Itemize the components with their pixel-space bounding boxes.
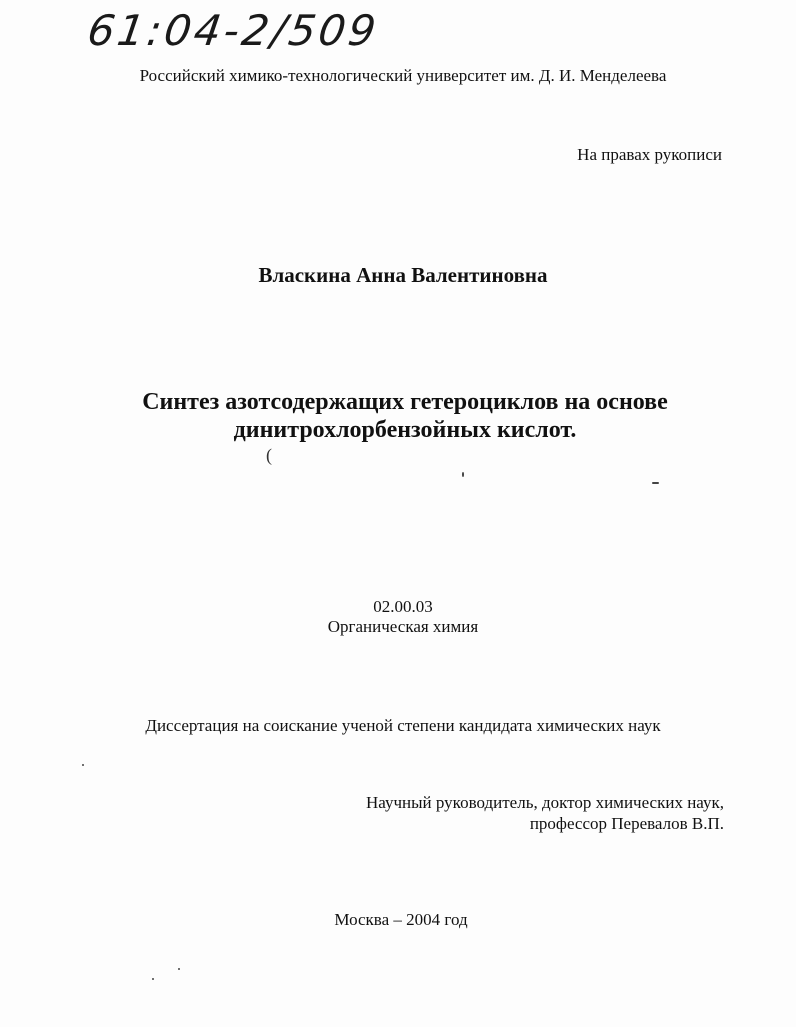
scan-speck [152, 978, 154, 980]
dissertation-title [0, 388, 796, 444]
scan-mark-bracket: ( [266, 445, 272, 465]
specialty-code: 02.00.03 [373, 597, 433, 616]
city-year: Москва – 2004 год [334, 910, 468, 929]
scan-speck [462, 472, 464, 477]
advisor-block [366, 792, 724, 834]
scan-speck [178, 968, 180, 970]
author-name: Власкина Анна Валентиновна [258, 263, 548, 287]
degree-statement: Диссертация на соискание ученой степени кандидата химических наук [145, 716, 661, 735]
title-line-2: динитрохлорбензойных кислот. [233, 417, 577, 443]
manuscript-rights-note: На правах рукописи [577, 145, 722, 164]
university-name: Российский химико-технологический университет им. Д. И. Менделеева [139, 66, 667, 85]
scan-speck [652, 482, 659, 484]
specialty-name: Органическая химия [327, 617, 479, 636]
handwritten-catalog-number: 61:04-2/509 [84, 6, 382, 55]
advisor-line-1: Научный руководитель, доктор химических наук, [366, 793, 724, 812]
title-line-1: Синтез азотсодержащих гетероциклов на основе [142, 389, 668, 415]
advisor-line-2: профессор Перевалов В.П. [529, 814, 724, 833]
scan-speck [82, 764, 84, 766]
